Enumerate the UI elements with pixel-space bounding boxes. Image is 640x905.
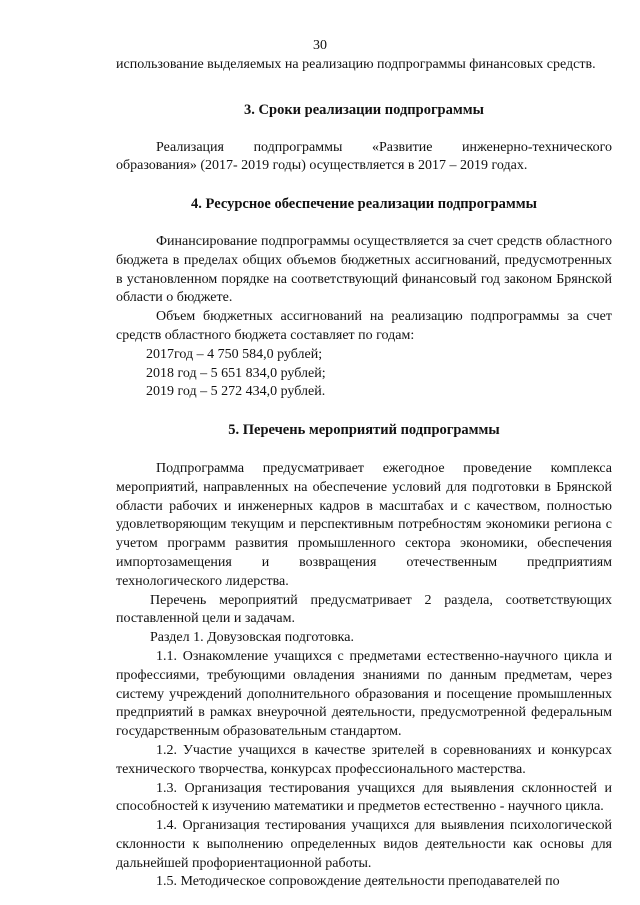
list-item-1-2: 1.2. Участие учащихся в качестве зрителей в соревнованиях и конкурсах технического творчества, конкурсах профессионального мастерства.	[116, 742, 612, 777]
budget-year-2017: 2017год – 4 750 584,0 рублей;	[146, 346, 323, 362]
page-content	[116, 56, 612, 892]
list-item-1-3: 1.3. Организация тестирования учащихся для выявления склонностей и способностей к изучению математики и предметов естественно - научного цикла.	[116, 780, 612, 815]
section-5-paragraph-1: Подпрограмма предусматривает ежегодное проведение комплекса мероприятий, направленных на обеспечение условий для подготовки в Брянской области рабочих и инженерных кадров в масштабах и с качеством, полностью удовлетворяющим текущим и перспективным потребностям экономики региона с учетом программ развития промышленного сектора экономики, обеспечения импортозамещения и возвращения отечественным предприятиям технологического лидерства.	[116, 460, 612, 589]
list-item-1-5: 1.5. Методическое сопровождение деятельности преподавателей по	[156, 874, 560, 890]
section-4-heading: 4. Ресурсное обеспечение реализации подпрограммы	[191, 196, 537, 213]
page-number: 30	[313, 38, 327, 53]
section-5-part-1-title: Раздел 1. Довузовская подготовка.	[150, 630, 354, 646]
section-3-heading: 3. Сроки реализации подпрограммы	[244, 101, 484, 118]
section-4-paragraph-1: Финансирование подпрограммы осуществляется за счет средств областного бюджета в пределах общих объемов бюджетных ассигнований, предусмотренных в установленном порядке на соответствующий финансовый год законом Брянской области о бюджете.	[116, 233, 612, 306]
section-3-text: Реализация подпрограммы «Развитие инженерно-технического образования» (2017- 2019 годы) осуществляется в 2017 – 2019 годах.	[116, 139, 612, 174]
intro-continuation: использование выделяемых на реализацию подпрограммы финансовых средств.	[116, 57, 596, 72]
budget-year-2019: 2019 год – 5 272 434,0 рублей.	[146, 384, 326, 400]
section-5-heading: 5. Перечень мероприятий подпрограммы	[228, 422, 500, 439]
list-item-1-1: 1.1. Ознакомление учащихся с предметами естественно-научного цикла и профессиями, требующими овладения знаниями по данным предметам, через систему учреждений дополнительного образования и посещение промышленных предприятий в рамках внеурочной деятельности, предусмотренной федеральным государственным образовательным стандартом.	[116, 648, 612, 740]
budget-year-2018: 2018 год – 5 651 834,0 рублей;	[146, 365, 326, 381]
section-4-paragraph-2: Объем бюджетных ассигнований на реализацию подпрограммы за счет средств областного бюджета составляет по годам:	[116, 309, 612, 343]
section-5-paragraph-2: Перечень мероприятий предусматривает 2 раздела, соответствующих поставленной цели и задачам.	[116, 592, 612, 627]
list-item-1-4: 1.4. Организация тестирования учащихся для выявления психологической склонности к выполнению определенных видов деятельности как основы для дальнейшей профориентационной работы.	[116, 818, 612, 871]
